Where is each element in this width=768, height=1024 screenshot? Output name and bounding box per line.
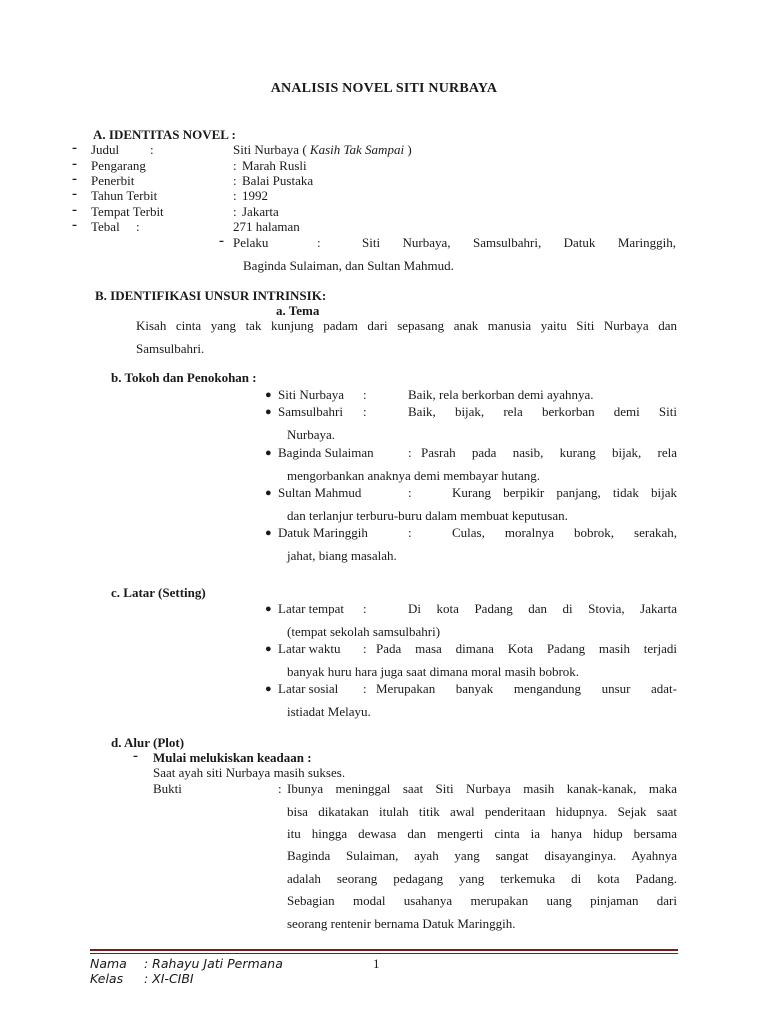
tokoh-desc-cont: mengorbankan anaknya demi membayar hutang. (287, 468, 541, 483)
label-pelaku: Pelaku (233, 235, 269, 250)
label-pengarang: Pengarang (91, 158, 146, 173)
bukti-line: itu hingga dewasa dan mengerti cinta ia hanya hidup bersama (287, 826, 677, 841)
tokoh-name: Siti Nurbaya (278, 387, 345, 402)
tokoh-name: Baginda Sulaiman (278, 445, 374, 460)
sep: : (278, 781, 282, 796)
dash-icon: - (72, 156, 77, 172)
tema-text-cont: Samsulbahri. (136, 341, 205, 356)
dash-icon: - (72, 171, 77, 187)
sep: : (408, 445, 412, 460)
page-title: ANALISIS NOVEL SITI NURBAYA (270, 81, 498, 96)
footer-kelas-label: Kelas (90, 971, 124, 986)
section-a-heading: A. IDENTITAS NOVEL : (93, 127, 236, 142)
sep: : (363, 601, 367, 616)
bukti-line: bisa dikatakan itulah titik awal penderitaan hidupnya. Sejak saat (287, 804, 677, 819)
latar-desc: Pada masa dimana Kota Padang masih terjadi (376, 641, 677, 656)
dash-icon: - (72, 202, 77, 218)
tokoh-name: Samsulbahri (278, 404, 343, 419)
sep: : (136, 219, 140, 234)
tokoh-desc-cont: jahat, biang masalah. (287, 548, 397, 563)
latar-name: Latar tempat (278, 601, 345, 616)
sep: : (363, 404, 367, 419)
sep: : (233, 188, 237, 203)
latar-desc-cont: istiadat Melayu. (287, 704, 371, 719)
tema-text: Kisah cinta yang tak kunjung padam dari sepasang anak manusia yaitu Siti Nurbaya dan (136, 318, 677, 333)
alur-subheading: Mulai melukiskan keadaan : (153, 750, 312, 765)
value-penerbit: Balai Pustaka (242, 173, 314, 188)
latar-heading: c. Latar (Setting) (111, 585, 206, 600)
tokoh-desc: Culas, moralnya bobrok, serakah, (452, 525, 677, 540)
latar-desc-cont: banyak huru hara juga saat dimana moral masih bobrok. (287, 664, 580, 679)
tokoh-desc-cont: dan terlanjur terburu-buru dalam membuat keputusan. (287, 508, 568, 523)
tokoh-desc-cont: Nurbaya. (287, 427, 336, 442)
bullet-icon: ● (265, 406, 272, 418)
dash-icon: - (72, 186, 77, 202)
value-tempat-terbit: Jakarta (242, 204, 279, 219)
value-pelaku-cont: Baginda Sulaiman, dan Sultan Mahmud. (243, 258, 454, 273)
footer-divider-thin (90, 953, 678, 954)
bukti-line: Ibunya meninggal saat Siti Nurbaya masih kanak-kanak, maka (287, 781, 677, 796)
value-tebal: 271 halaman (233, 219, 300, 234)
tokoh-desc: Baik, bijak, rela berkorban demi Siti (408, 404, 677, 419)
alur-heading: d. Alur (Plot) (111, 735, 185, 750)
bullet-icon: ● (265, 527, 272, 539)
bullet-icon: ● (265, 447, 272, 459)
sep: : (233, 204, 237, 219)
value-tahun-terbit: 1992 (242, 188, 268, 203)
tokoh-desc: Kurang berpikir panjang, tidak bijak (452, 485, 677, 500)
sep: : (233, 173, 237, 188)
sep: : (408, 485, 412, 500)
tokoh-name: Sultan Mahmud (278, 485, 362, 500)
footer-divider (90, 949, 678, 951)
sep: : (233, 158, 237, 173)
tema-heading: a. Tema (276, 303, 320, 318)
alur-sub-text: Saat ayah siti Nurbaya masih sukses. (153, 765, 346, 780)
bullet-icon: ● (265, 389, 272, 401)
bullet-icon: ● (265, 603, 272, 615)
bullet-icon: ● (265, 683, 272, 695)
sep: : (150, 142, 154, 157)
label-penerbit: Penerbit (91, 173, 135, 188)
bukti-line: Baginda Sulaiman, ayah yang sangat disayanginya. Ayahnya (287, 848, 677, 863)
latar-desc: Merupakan banyak mengandung unsur adat- (376, 681, 677, 696)
bukti-line: Sebagian modal usahanya merupakan uang pinjaman dari (287, 893, 677, 908)
label-tahun-terbit: Tahun Terbit (91, 188, 158, 203)
sep: : (408, 525, 412, 540)
tokoh-heading: b. Tokoh dan Penokohan : (111, 370, 257, 385)
dash-icon: - (72, 217, 77, 233)
footer-nama-value: : Rahayu Jati Permana (144, 956, 283, 971)
latar-desc: Di kota Padang dan di Stovia, Jakarta (408, 601, 677, 616)
latar-name: Latar sosial (278, 681, 339, 696)
bullet-icon: ● (265, 643, 272, 655)
value-pelaku: Siti Nurbaya, Samsulbahri, Datuk Maringgih, (362, 235, 676, 250)
section-b-heading: B. IDENTIFIKASI UNSUR INTRINSIK: (95, 288, 327, 303)
tokoh-desc: Pasrah pada nasib, kurang bijak, rela (421, 445, 677, 460)
page-number: 1 (373, 956, 380, 971)
tokoh-name: Datuk Maringgih (278, 525, 368, 540)
bukti-label: Bukti (153, 781, 182, 796)
label-judul: Judul (91, 142, 120, 157)
sep: : (363, 641, 367, 656)
footer-kelas-value: : XI-CIBI (144, 971, 194, 986)
tokoh-desc: Baik, rela berkorban demi ayahnya. (408, 387, 594, 402)
dash-icon: - (219, 233, 224, 249)
bukti-line: seorang rentenir bernama Datuk Maringgih. (287, 916, 516, 931)
bullet-icon: ● (265, 487, 272, 499)
label-tempat-terbit: Tempat Terbit (91, 204, 164, 219)
latar-desc-cont: (tempat sekolah samsulbahri) (287, 624, 441, 639)
sep: : (363, 387, 367, 402)
value-judul: Siti Nurbaya ( Kasih Tak Sampai ) (233, 142, 412, 157)
footer-nama-label: Nama (90, 956, 127, 971)
bukti-line: adalah seorang pedagang yang terkemuka di kota Padang. (287, 871, 677, 886)
dash-icon: - (72, 140, 77, 156)
value-pengarang: Marah Rusli (242, 158, 307, 173)
dash-icon: - (133, 748, 138, 764)
sep: : (363, 681, 367, 696)
sep: : (317, 235, 321, 250)
label-tebal: Tebal (91, 219, 120, 234)
latar-name: Latar waktu (278, 641, 341, 656)
